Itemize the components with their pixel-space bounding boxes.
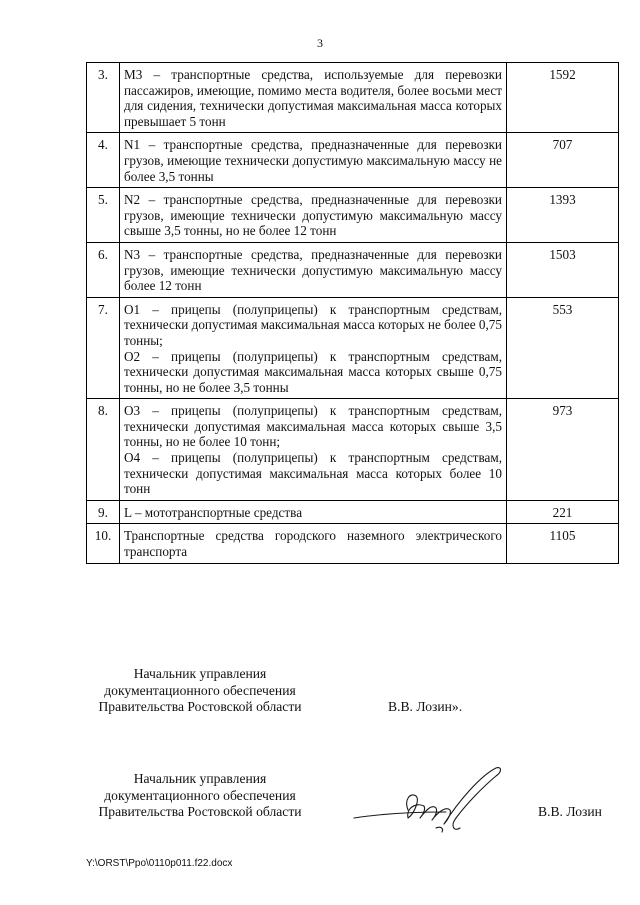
row-number: 10. [87, 524, 120, 563]
table-row [87, 399, 619, 501]
row-value: 1393 [507, 188, 619, 243]
row-value: 707 [507, 133, 619, 188]
page-number: 3 [317, 36, 323, 50]
row-value: 1503 [507, 242, 619, 297]
row-description [120, 524, 507, 563]
row-value: 221 [507, 500, 619, 524]
signature-2-name: В.В. Лозин [538, 804, 602, 819]
signature-1-title [70, 666, 330, 716]
table-row [87, 63, 619, 133]
signature-2-title-line: Правительства Ростовской области [98, 804, 302, 820]
row-value: 973 [507, 399, 619, 501]
description-paragraph: N2 – транспортные средства, предназначенные для перевозки грузов, имеющие технически допустимую максимальную массу свыше 3,5 тонны, но не более 12 тонн [124, 192, 502, 239]
row-value: 1105 [507, 524, 619, 563]
table-row [87, 242, 619, 297]
description-paragraph: N1 – транспортные средства, предназначенные для перевозки грузов, имеющие технически допустимую максимальную массу не более 3,5 тонны [124, 137, 502, 184]
description-paragraph: L – мототранспортные средства [124, 504, 303, 520]
row-description [120, 297, 507, 399]
signature-1-title-line: Начальник управления [133, 666, 267, 681]
row-number: 3. [87, 63, 120, 133]
row-description [120, 242, 507, 297]
row-number: 5. [87, 188, 120, 243]
table-row [87, 133, 619, 188]
tariff-table-body [87, 63, 619, 564]
row-number: 9. [87, 500, 120, 524]
row-description [120, 63, 507, 133]
row-value: 1592 [507, 63, 619, 133]
signature-1-title-line: Правительства Ростовской области [98, 699, 302, 715]
row-number: 7. [87, 297, 120, 399]
row-description [120, 133, 507, 188]
description-paragraph: Транспортные средства городского наземного электрического транспорта [124, 528, 502, 560]
row-number: 6. [87, 242, 120, 297]
row-value: 553 [507, 297, 619, 399]
row-number: 4. [87, 133, 120, 188]
tariff-table [86, 62, 619, 564]
table-row [87, 297, 619, 399]
description-paragraph: O2 – прицепы (полуприцепы) к транспортным средствам, технически допустимая максимальная масса которых свыше 0,75 тонны, но не более 3,5 тонны [124, 348, 502, 395]
description-paragraph: M3 – транспортные средства, используемые для перевозки пассажиров, имеющие, помимо места водителя, более восьми мест для сидения, технически допустимая максимальная масса которых превышает 5 тонн [124, 67, 502, 129]
table-row [87, 188, 619, 243]
signature-2-title-line: документационного обеспечения [104, 787, 296, 803]
handwritten-signature [350, 762, 510, 840]
description-paragraph: O1 – прицепы (полуприцепы) к транспортным средствам, технически допустимая максимальная масса которых не более 0,75 тонны; [124, 301, 502, 348]
signature-2-title [70, 771, 330, 821]
description-paragraph: O4 – прицепы (полуприцепы) к транспортным средствам, технически допустимая максимальная масса которых более 10 тонн [124, 450, 502, 497]
description-paragraph: O3 – прицепы (полуприцепы) к транспортным средствам, технически допустимая максимальная масса которых свыше 3,5 тонны, но не более 10 тонн; [124, 403, 502, 450]
row-number: 8. [87, 399, 120, 501]
table-row [87, 500, 619, 524]
signature-1-name: В.В. Лозин». [388, 699, 463, 714]
signature-2-title-line: Начальник управления [133, 771, 267, 786]
row-description [120, 188, 507, 243]
table-row [87, 524, 619, 563]
row-description [120, 500, 507, 524]
file-path: Y:\ORST\Ppo\0110p011.f22.docx [86, 858, 233, 869]
signature-1-title-line: документационного обеспечения [104, 682, 296, 698]
row-description [120, 399, 507, 501]
description-paragraph: N3 – транспортные средства, предназначенные для перевозки грузов, имеющие технически допустимую максимальную массу более 12 тонн [124, 246, 502, 294]
